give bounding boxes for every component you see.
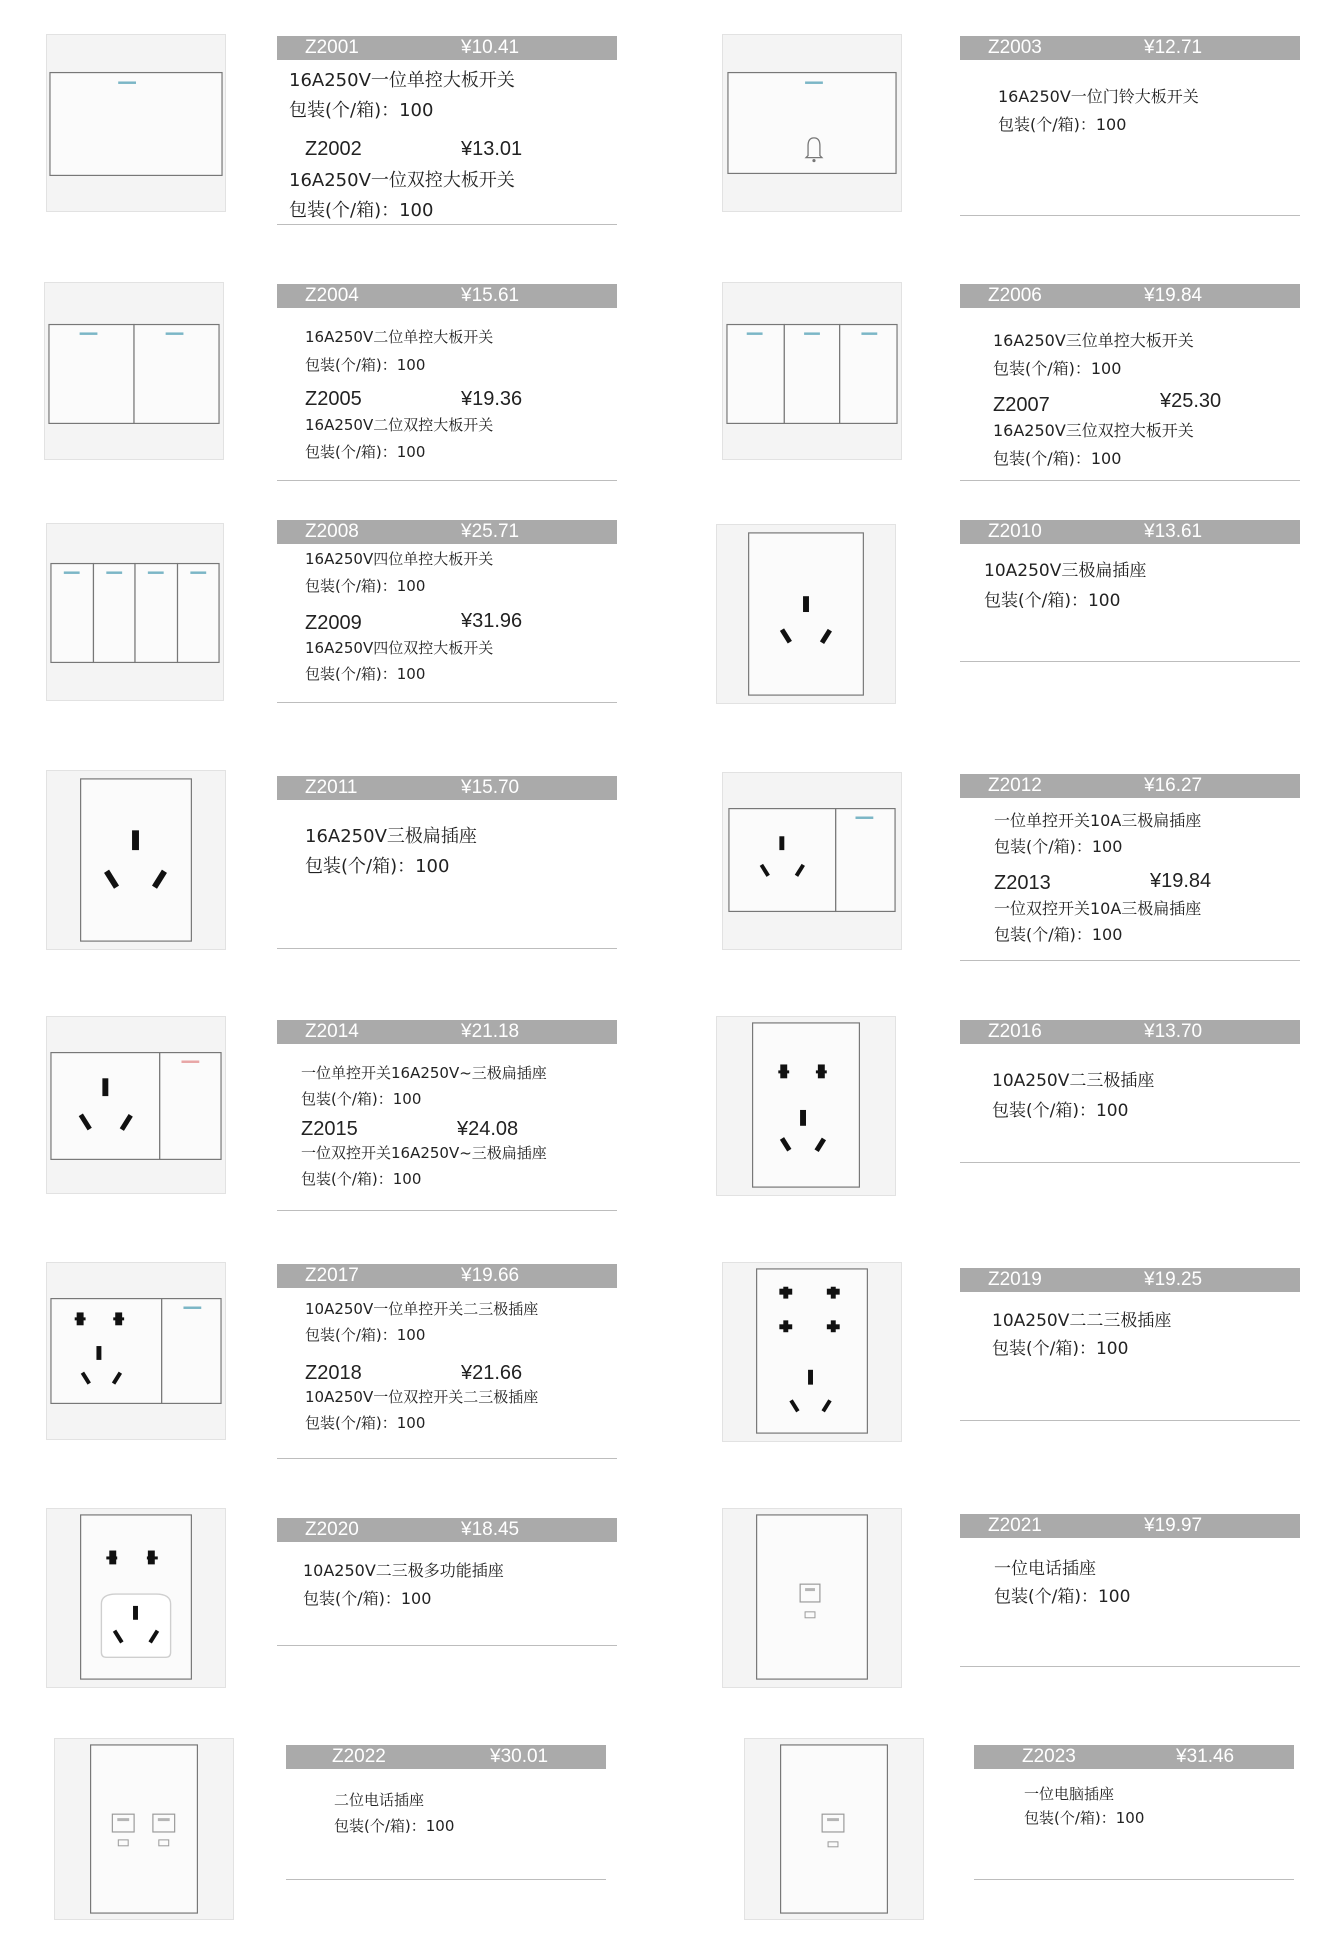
product-desc: 一位电脑插座	[1024, 1785, 1115, 1803]
product-desc: 16A250V三位单控大板开关	[993, 331, 1194, 350]
product-code: Z2023	[1022, 1746, 1076, 1767]
product-card-z2020	[277, 1518, 617, 1650]
product-price: ¥15.70	[461, 777, 520, 798]
product-pack: 包装(个/箱)：100	[994, 1587, 1131, 1607]
divider	[286, 1879, 606, 1880]
sub-product-desc: 10A250V一位双控开关二三极插座	[305, 1388, 539, 1406]
product-header	[960, 1268, 1300, 1292]
product-header	[960, 1514, 1300, 1538]
product-pack: 包装(个/箱)：100	[305, 356, 426, 374]
product-card-z2004	[277, 284, 617, 484]
product-price: ¥13.61	[1144, 521, 1203, 542]
product-pack: 包装(个/箱)：100	[305, 577, 426, 595]
product-pack: 包装(个/箱)：100	[301, 1090, 422, 1108]
product-image-z2014	[46, 1016, 226, 1194]
divider	[277, 1210, 617, 1211]
divider	[960, 960, 1300, 961]
product-header	[974, 1745, 1294, 1769]
product-code: Z2022	[332, 1746, 386, 1767]
product-pack: 包装(个/箱)：100	[289, 100, 434, 121]
product-desc: 16A250V一位单控大板开关	[289, 70, 515, 91]
product-price: ¥19.84	[1144, 285, 1203, 306]
product-code: Z2014	[305, 1021, 359, 1042]
sub-product-price: ¥13.01	[461, 138, 523, 160]
product-image-z2004	[44, 282, 224, 460]
product-desc: 16A250V一位门铃大板开关	[998, 87, 1199, 106]
product-header	[286, 1745, 606, 1769]
sub-product-pack: 包装(个/箱)：100	[993, 449, 1122, 468]
product-price: ¥18.45	[461, 1519, 520, 1540]
product-image-z2011	[46, 770, 226, 950]
product-code: Z2003	[988, 37, 1042, 58]
product-header	[960, 36, 1300, 60]
product-image-z2003	[722, 34, 902, 212]
product-header	[960, 284, 1300, 308]
product-code: Z2001	[305, 37, 359, 58]
sub-product-price: ¥19.36	[461, 388, 523, 410]
product-price: ¥31.46	[1176, 1746, 1235, 1767]
sub-product-desc: 一位双控开关10A三极扁插座	[994, 899, 1202, 918]
sub-product-pack: 包装(个/箱)：100	[994, 925, 1123, 944]
product-header	[960, 1020, 1300, 1044]
product-pack: 包装(个/箱)：100	[993, 359, 1122, 378]
product-price: ¥25.71	[461, 521, 520, 542]
product-desc: 10A250V二三极多功能插座	[303, 1561, 504, 1580]
product-price: ¥19.66	[461, 1265, 520, 1286]
product-card-z2003	[960, 36, 1300, 218]
product-pack: 包装(个/箱)：100	[994, 837, 1123, 856]
sub-product-code: Z2013	[994, 872, 1051, 894]
product-card-z2011	[277, 776, 617, 952]
product-price: ¥15.61	[461, 285, 520, 306]
product-pack: 包装(个/箱)：100	[305, 1326, 426, 1344]
divider	[960, 1162, 1300, 1163]
product-price: ¥19.97	[1144, 1515, 1203, 1536]
product-desc: 一位电话插座	[994, 1559, 1096, 1579]
sub-product-code: Z2015	[301, 1118, 358, 1140]
sub-product-code: Z2002	[305, 138, 362, 160]
divider	[277, 224, 617, 225]
product-card-z2023	[974, 1745, 1294, 1885]
product-pack: 包装(个/箱)：100	[992, 1339, 1129, 1359]
product-header	[277, 776, 617, 800]
product-card-z2021	[960, 1514, 1300, 1672]
product-code: Z2021	[988, 1515, 1042, 1536]
divider	[974, 1879, 1294, 1880]
sub-product-pack: 包装(个/箱)：100	[301, 1170, 422, 1188]
product-code: Z2010	[988, 521, 1042, 542]
product-header	[960, 774, 1300, 798]
product-image-z2008	[46, 523, 224, 701]
sub-product-pack: 包装(个/箱)：100	[305, 1414, 426, 1432]
sub-product-pack: 包装(个/箱)：100	[305, 665, 426, 683]
sub-product-code: Z2009	[305, 612, 362, 634]
product-card-z2022	[286, 1745, 606, 1885]
product-image-z2022	[54, 1738, 234, 1920]
product-price: ¥30.01	[490, 1746, 549, 1767]
product-price: ¥21.18	[461, 1021, 520, 1042]
sub-product-price: ¥21.66	[461, 1362, 523, 1384]
sub-product-code: Z2007	[993, 394, 1050, 416]
product-card-z2010	[960, 520, 1300, 666]
sub-product-price: ¥24.08	[457, 1118, 519, 1140]
product-header	[277, 284, 617, 308]
product-card-z2019	[960, 1268, 1300, 1426]
divider	[960, 480, 1300, 481]
product-pack: 包装(个/箱)：100	[305, 856, 450, 877]
product-pack: 包装(个/箱)：100	[984, 591, 1121, 611]
divider	[277, 1645, 617, 1646]
product-price: ¥13.70	[1144, 1021, 1203, 1042]
sub-product-price: ¥31.96	[461, 610, 523, 632]
product-card-z2001	[277, 36, 617, 226]
sub-product-code: Z2005	[305, 388, 362, 410]
product-price: ¥10.41	[461, 37, 520, 58]
product-pack: 包装(个/箱)：100	[998, 115, 1127, 134]
product-header	[277, 1518, 617, 1542]
product-header	[277, 520, 617, 544]
product-desc: 二位电话插座	[334, 1791, 425, 1809]
product-image-z2017	[46, 1262, 226, 1440]
sub-product-desc: 16A250V二位双控大板开关	[305, 416, 494, 434]
product-image-z2021	[722, 1508, 902, 1688]
sub-product-pack: 包装(个/箱)：100	[305, 443, 426, 461]
product-desc: 10A250V三极扁插座	[984, 561, 1147, 581]
divider	[277, 702, 617, 703]
product-price: ¥12.71	[1144, 37, 1203, 58]
sub-product-desc: 16A250V四位双控大板开关	[305, 639, 494, 657]
product-code: Z2019	[988, 1269, 1042, 1290]
product-desc: 16A250V三极扁插座	[305, 826, 477, 847]
product-image-z2006	[722, 282, 902, 460]
divider	[960, 1420, 1300, 1421]
product-code: Z2011	[305, 777, 358, 798]
product-pack: 包装(个/箱)：100	[334, 1817, 455, 1835]
product-code: Z2012	[988, 775, 1042, 796]
product-price: ¥19.25	[1144, 1269, 1203, 1290]
product-desc: 10A250V二二三极插座	[992, 1311, 1172, 1331]
sub-product-desc: 一位双控开关16A250V~三极扁插座	[301, 1144, 547, 1162]
divider	[277, 948, 617, 949]
divider	[960, 661, 1300, 662]
product-pack: 包装(个/箱)：100	[992, 1101, 1129, 1121]
product-price: ¥16.27	[1144, 775, 1203, 796]
product-card-z2014	[277, 1020, 617, 1214]
product-desc: 一位单控开关10A三极扁插座	[994, 811, 1202, 830]
product-card-z2006	[960, 284, 1300, 484]
sub-product-desc: 16A250V三位双控大板开关	[993, 421, 1194, 440]
product-card-z2017	[277, 1264, 617, 1462]
sub-product-desc: 16A250V一位双控大板开关	[289, 170, 515, 191]
product-desc: 16A250V二位单控大板开关	[305, 328, 494, 346]
product-code: Z2008	[305, 521, 359, 542]
product-code: Z2004	[305, 285, 359, 306]
product-card-z2016	[960, 1020, 1300, 1166]
product-code: Z2020	[305, 1519, 359, 1540]
product-desc: 10A250V二三极插座	[992, 1071, 1155, 1091]
sub-product-code: Z2018	[305, 1362, 362, 1384]
sub-product-pack: 包装(个/箱)：100	[289, 200, 434, 221]
product-image-z2010	[716, 524, 896, 704]
divider	[960, 215, 1300, 216]
product-header	[277, 1020, 617, 1044]
product-image-z2020	[46, 1508, 226, 1688]
product-code: Z2017	[305, 1265, 359, 1286]
product-pack: 包装(个/箱)：100	[303, 1589, 432, 1608]
product-code: Z2016	[988, 1021, 1042, 1042]
product-code: Z2006	[988, 285, 1042, 306]
product-desc: 16A250V四位单控大板开关	[305, 550, 494, 568]
product-desc: 10A250V一位单控开关二三极插座	[305, 1300, 539, 1318]
divider	[277, 1458, 617, 1459]
product-desc: 一位单控开关16A250V~三极扁插座	[301, 1064, 547, 1082]
product-image-z2019	[722, 1262, 902, 1442]
divider	[960, 1666, 1300, 1667]
divider	[277, 480, 617, 481]
product-image-z2001	[46, 34, 226, 212]
product-image-z2016	[716, 1016, 896, 1196]
product-pack: 包装(个/箱)：100	[1024, 1809, 1145, 1827]
product-card-z2008	[277, 520, 617, 706]
product-header	[277, 36, 617, 60]
sub-product-price: ¥25.30	[1160, 390, 1222, 412]
product-header	[960, 520, 1300, 544]
sub-product-price: ¥19.84	[1150, 870, 1212, 892]
product-image-z2012	[722, 772, 902, 950]
product-card-z2012	[960, 774, 1300, 964]
product-image-z2023	[744, 1738, 924, 1920]
product-header	[277, 1264, 617, 1288]
